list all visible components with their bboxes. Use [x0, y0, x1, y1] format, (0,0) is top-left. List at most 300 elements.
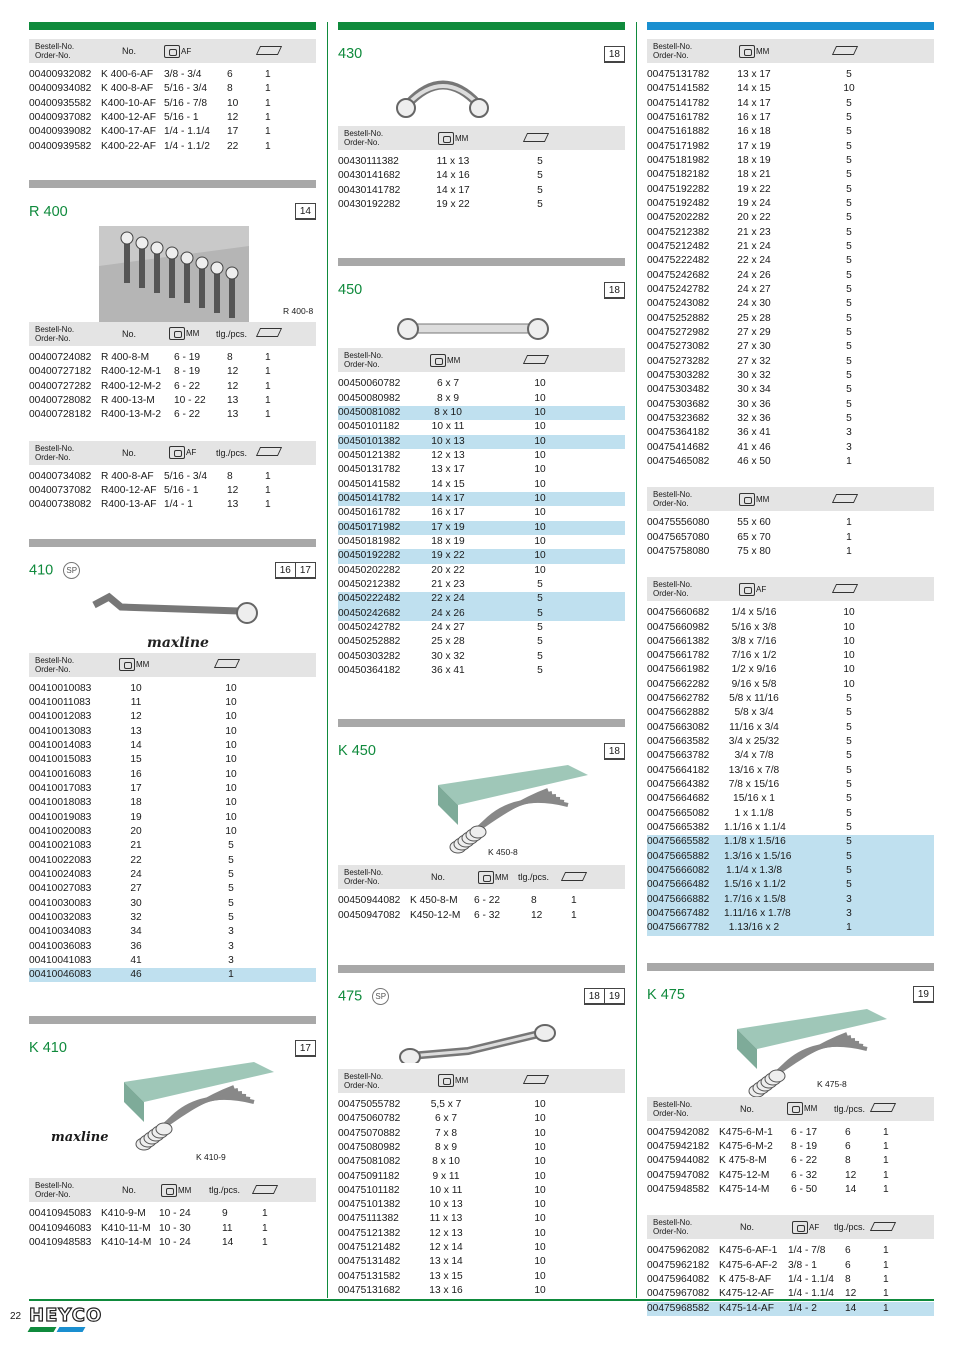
table-row — [647, 1154, 934, 1168]
unit-label: AF — [809, 1222, 820, 1232]
table-row — [338, 592, 625, 606]
cell: 00475662282 — [647, 678, 710, 690]
table-row — [29, 484, 316, 498]
cell: 00450212382 — [338, 578, 401, 590]
table-row — [29, 682, 316, 696]
cell: 00400939582 — [29, 140, 92, 152]
cell: 00450242782 — [338, 621, 401, 633]
mm-size-icon — [438, 132, 468, 145]
cell: 21 x 23 — [431, 578, 465, 590]
section-bar — [29, 22, 316, 30]
cell: 5 — [846, 850, 852, 862]
cell: 00475212482 — [647, 240, 710, 252]
cell: 5 — [846, 111, 852, 123]
cell: 13 x 14 — [429, 1256, 463, 1268]
cell: 25 x 28 — [737, 312, 771, 324]
hex-wrench-icon — [787, 1102, 803, 1115]
cell: 5 — [846, 312, 852, 324]
cell: 5 — [846, 369, 852, 381]
cell: K 400-8-AF — [101, 83, 154, 95]
svg-text:maxline: maxline — [147, 634, 209, 647]
cell: 1/4 - 1 — [164, 499, 193, 511]
cell: 00450081082 — [338, 406, 401, 418]
unit-label: AF — [756, 584, 767, 594]
cell: 27 — [130, 883, 142, 895]
order-label: Order-No. — [653, 1227, 689, 1237]
cell: 00475121482 — [338, 1242, 401, 1254]
cell: 00475242682 — [647, 269, 710, 281]
cell: 00475202282 — [647, 212, 710, 224]
table-header — [647, 487, 934, 511]
section-header — [338, 276, 625, 304]
cell: 10 — [534, 406, 546, 418]
image-caption: R 400-8 — [283, 305, 314, 316]
table-row — [647, 907, 934, 921]
table-row — [338, 492, 625, 506]
order-label: Bestell-No. — [35, 42, 75, 51]
cell: 8 x 10 — [434, 406, 462, 418]
cell: 1.1/8 x 1.5/16 — [724, 836, 786, 848]
cell: 1 — [262, 1237, 268, 1249]
cell: 00475303282 — [647, 369, 710, 381]
cell: 20 — [130, 825, 142, 837]
table-row — [29, 796, 316, 810]
cell: K 475-8-M — [719, 1155, 767, 1167]
cell: 14 — [845, 1184, 857, 1196]
cell: 14 x 15 — [737, 83, 771, 95]
hex-wrench-icon — [792, 1221, 808, 1234]
table-row — [647, 1140, 934, 1154]
cell: 5 — [846, 240, 852, 252]
table-row — [338, 664, 625, 678]
cell: 10 — [534, 564, 546, 576]
table-row — [338, 578, 625, 592]
cell: 1 — [883, 1288, 889, 1300]
cell: 27 x 32 — [737, 355, 771, 367]
cell: 1.1/16 x 1.1/4 — [724, 822, 786, 834]
table-header — [338, 865, 625, 889]
cell: 1 — [846, 922, 852, 934]
table-row — [647, 154, 934, 168]
logo-stripe-green — [28, 1327, 57, 1332]
section-header — [338, 737, 625, 765]
cell: 10 — [534, 535, 546, 547]
cell: 00475947082 — [647, 1169, 710, 1181]
cell: 36 x 41 — [431, 664, 465, 676]
cell: 46 — [130, 969, 142, 981]
cell: R400-13-AF — [101, 499, 157, 511]
cell: 30 x 36 — [737, 398, 771, 410]
cell: 00400935582 — [29, 97, 92, 109]
cell: 5 — [846, 807, 852, 819]
cell: 15/16 x 1 — [733, 793, 775, 805]
table-row — [647, 692, 934, 706]
cell: 10 — [225, 797, 237, 809]
cell: 00475131782 — [647, 69, 710, 80]
cell: 16 x 18 — [737, 126, 771, 138]
section-title: 475 SP — [338, 988, 389, 1005]
cell: 00475666482 — [647, 879, 710, 891]
table-row — [647, 835, 934, 849]
table-row — [338, 549, 625, 563]
table-row — [647, 850, 934, 864]
cell: 00475944082 — [647, 1155, 710, 1167]
cell: R 400-8-M — [101, 351, 150, 363]
cell: 10 — [225, 811, 237, 823]
cell: 00475465082 — [647, 455, 710, 467]
cell: 5/8 x 3/4 — [734, 707, 774, 719]
order-label: Order-No. — [344, 1080, 380, 1090]
cell: 32 — [130, 911, 142, 923]
order-label: Bestell-No. — [35, 1181, 75, 1191]
cell: 5 — [846, 226, 852, 238]
page-number: 22 — [10, 1311, 22, 1322]
cell: 30 x 32 — [737, 369, 771, 381]
table-row — [29, 351, 316, 365]
hex-wrench-icon — [161, 1184, 177, 1197]
cell: 00475131482 — [338, 1256, 401, 1268]
table-row — [29, 68, 316, 82]
unit-label: MM — [756, 494, 770, 504]
cell: 3/4 x 7/8 — [734, 750, 774, 762]
cell: 10 — [225, 682, 237, 694]
cell: 1/4 - 7/8 — [788, 1245, 826, 1257]
spacer — [647, 469, 934, 481]
hex-wrench-icon — [169, 327, 185, 340]
cell: 00475968582 — [647, 1302, 710, 1314]
table-row — [338, 535, 625, 549]
cell: 10 - 30 — [159, 1222, 191, 1234]
unit-label: MM — [447, 355, 461, 365]
cell: 10 — [534, 1270, 546, 1282]
table-row — [29, 954, 316, 968]
cell: 00410046083 — [29, 969, 92, 981]
cell: 10 x 13 — [431, 435, 465, 447]
table-row — [647, 635, 934, 649]
cell: 5 — [846, 412, 852, 424]
unit-label: MM — [455, 1076, 469, 1086]
cell: 00475758080 — [647, 545, 710, 557]
cell: 1/4 x 5/16 — [731, 607, 777, 619]
table-row — [29, 125, 316, 139]
section-title: 430 — [338, 46, 363, 62]
cell: 00475131682 — [338, 1285, 401, 1297]
cell: 10 — [534, 1113, 546, 1125]
cell: 12 x 14 — [429, 1242, 463, 1254]
cell: K450-12-M — [410, 909, 461, 921]
c-wrench-image — [338, 68, 625, 120]
cell: 8 — [531, 895, 537, 907]
order-label: Order-No. — [344, 138, 380, 147]
package-icon — [258, 46, 280, 57]
column-1 — [29, 22, 316, 1250]
cell: 10 — [843, 635, 855, 647]
section-bar — [29, 1016, 316, 1024]
cell: 27 x 29 — [737, 326, 771, 338]
cell: 20 x 22 — [737, 212, 771, 224]
cell: 10 — [534, 492, 546, 504]
package-icon — [258, 328, 280, 339]
cell: 1 — [883, 1302, 889, 1314]
table-row — [29, 882, 316, 896]
table-row — [338, 420, 625, 434]
table-row — [29, 140, 316, 154]
cell: 24 — [130, 868, 142, 880]
table-row — [647, 606, 934, 620]
table-row — [338, 1241, 625, 1255]
table-row — [29, 782, 316, 796]
mm-size-icon — [787, 1102, 817, 1115]
cell: 00475131582 — [338, 1270, 401, 1282]
table-row — [29, 854, 316, 868]
cell: 14 x 15 — [431, 478, 465, 490]
table-row — [29, 739, 316, 753]
catalog-page-ref — [275, 562, 316, 579]
order-label: Order-No. — [35, 452, 71, 462]
cell: 00475161782 — [647, 111, 710, 123]
cell: 00475665382 — [647, 822, 710, 834]
cell: 00410946083 — [29, 1222, 92, 1234]
cell: 30 x 32 — [431, 650, 465, 662]
order-label: Bestell-No. — [653, 490, 693, 500]
cell: 00475121382 — [338, 1227, 401, 1239]
table-row — [647, 545, 934, 559]
cell: 1 — [846, 531, 852, 543]
cell: 5 — [537, 664, 543, 676]
cell: 12 — [227, 366, 239, 378]
cell: 10 — [843, 650, 855, 662]
table-row — [338, 392, 625, 406]
cell: 00475060782 — [338, 1113, 401, 1125]
cell: 19 x 22 — [436, 198, 470, 210]
cell: 10 — [225, 825, 237, 837]
cell: 5 — [846, 355, 852, 367]
cell: 00410024083 — [29, 868, 92, 880]
column-divider — [327, 22, 328, 1298]
mm-size-icon — [169, 327, 199, 340]
cell: 10 — [534, 464, 546, 476]
af-size-icon — [739, 583, 766, 596]
table-row — [338, 478, 625, 492]
table-row — [647, 706, 934, 720]
cell: 10 — [534, 1242, 546, 1254]
table-row — [647, 240, 934, 254]
table-row — [647, 369, 934, 383]
cell: 00475364182 — [647, 427, 710, 439]
no-header: No. — [740, 1222, 755, 1233]
cell: K475-6-M-2 — [719, 1141, 773, 1153]
cell: 8 x 9 — [436, 392, 460, 404]
cell: 21 — [130, 840, 142, 852]
cell: 00400737082 — [29, 484, 92, 496]
cell: 6 — [845, 1126, 851, 1138]
table-row — [29, 825, 316, 839]
cell: 6 - 17 — [791, 1126, 818, 1138]
cell: K400-17-AF — [101, 126, 156, 138]
cell: 1 — [883, 1155, 889, 1167]
cell: 1 — [265, 366, 271, 378]
cell: 00410022083 — [29, 854, 92, 866]
cell: 27 x 30 — [737, 341, 771, 353]
cell: K 475-8-AF — [719, 1274, 772, 1286]
cell: 10 — [130, 682, 142, 694]
wrench-set-illustration — [124, 1062, 274, 1162]
footer-rule — [29, 1299, 934, 1301]
cell: 6 - 22 — [474, 895, 501, 907]
cell: 14 — [845, 1302, 857, 1314]
table-row — [647, 254, 934, 268]
table-row — [338, 1127, 625, 1141]
cell: R400-13-M-2 — [101, 409, 162, 421]
cell: 15 — [130, 754, 142, 766]
section-title: R 400 — [29, 203, 68, 220]
order-no-header — [35, 656, 74, 674]
table-row — [647, 269, 934, 283]
cell: 00430111382 — [338, 156, 399, 167]
no-header: No. — [122, 1185, 137, 1196]
table-header — [647, 1097, 934, 1121]
table-header — [338, 126, 625, 150]
cell: 55 x 60 — [737, 517, 771, 529]
cell: 00410014083 — [29, 739, 92, 751]
table-row — [647, 778, 934, 792]
cell: 13/16 x 7/8 — [728, 764, 780, 776]
cell: 00475222482 — [647, 255, 710, 267]
section-bar — [338, 965, 625, 973]
order-label: Order-No. — [35, 333, 71, 343]
table-row — [647, 326, 934, 340]
cell: 00450364182 — [338, 664, 401, 676]
table-row — [647, 1302, 934, 1316]
cell: K400-22-AF — [101, 140, 156, 152]
cell: 9/16 x 5/8 — [731, 678, 777, 690]
order-label: Order-No. — [344, 877, 380, 887]
cell: 12 — [845, 1288, 857, 1300]
table-row — [647, 441, 934, 455]
cell: 6 x 7 — [434, 1113, 458, 1125]
cell: 10 — [225, 782, 237, 794]
cell: 21 x 23 — [737, 226, 771, 238]
order-label: Order-No. — [653, 499, 689, 509]
cell: 1.11/16 x 1.7/8 — [724, 908, 791, 920]
table-row — [647, 1183, 934, 1197]
cell: 30 x 34 — [737, 384, 771, 396]
cell: 3/4 x 25/32 — [728, 736, 780, 748]
cell: 00400727182 — [29, 366, 92, 378]
cell: 13 — [130, 725, 142, 737]
cell: 6 - 32 — [791, 1169, 818, 1181]
cell: 00475273082 — [647, 341, 710, 353]
cell: 00475141782 — [647, 97, 710, 109]
cell: 1 — [228, 969, 234, 981]
package-icon — [872, 1103, 894, 1114]
af-size-icon — [169, 446, 196, 459]
page-ref: 18 — [585, 989, 605, 1003]
table-row — [338, 909, 625, 923]
no-header: No. — [740, 1103, 755, 1114]
cell: 00400734082 — [29, 470, 92, 482]
box-icon — [256, 447, 282, 456]
table-header — [647, 1215, 934, 1239]
box-icon — [870, 1222, 896, 1231]
mm-size-icon — [119, 658, 149, 671]
cell: 16 — [130, 768, 142, 780]
table-row — [338, 1098, 625, 1112]
package-icon — [872, 1222, 894, 1233]
package-icon — [563, 872, 585, 883]
mm-size-icon — [739, 45, 769, 58]
cell: 18 x 19 — [431, 535, 465, 547]
spacer — [647, 1197, 934, 1209]
cell: 00475171982 — [647, 140, 710, 152]
cell: 10 — [534, 378, 546, 390]
cell: 5 — [228, 897, 234, 909]
table-row — [338, 1112, 625, 1126]
cell: 10 — [534, 435, 546, 447]
hex-wrench-icon — [169, 446, 185, 459]
cell: 12 — [227, 380, 239, 392]
catalog-page-ref — [295, 1040, 316, 1057]
cell: 1 — [265, 409, 271, 421]
section-header — [647, 981, 934, 1009]
cell: 5/16 - 7/8 — [164, 97, 208, 109]
mm-size-icon — [161, 1184, 191, 1197]
cell: 8 — [227, 470, 233, 482]
cell: 1/4 - 1.1/2 — [164, 140, 210, 152]
cell: R400-12-M-1 — [101, 366, 162, 378]
table-row — [647, 821, 934, 835]
cell: 36 x 41 — [737, 427, 771, 439]
cell: 1 — [883, 1126, 889, 1138]
heyco-logo: HEYCO — [29, 1305, 103, 1326]
cell: 19 — [130, 811, 142, 823]
table-row — [647, 383, 934, 397]
cell: 00475967082 — [647, 1288, 710, 1300]
cell: 5 — [846, 298, 852, 310]
cell: 6 - 19 — [174, 351, 201, 363]
cell: 10 x 13 — [429, 1199, 463, 1211]
cell: 10 — [843, 664, 855, 676]
cell: 00475303482 — [647, 384, 710, 396]
table-header — [29, 653, 316, 677]
no-header: No. — [122, 46, 137, 56]
cell: 00400738082 — [29, 499, 92, 511]
table-row — [338, 894, 625, 908]
cell: 5 — [846, 736, 852, 748]
cell: 00410945083 — [29, 1208, 92, 1220]
cell: 1 — [883, 1245, 889, 1257]
cell: 1 — [265, 111, 271, 123]
table-row — [29, 82, 316, 96]
package-icon — [258, 447, 280, 458]
section-bar — [647, 963, 934, 971]
cell: 5 — [228, 883, 234, 895]
cell: 3/8 x 7/16 — [731, 635, 777, 647]
cell: 5 — [846, 269, 852, 281]
order-label: Bestell-No. — [344, 868, 384, 878]
table-header — [338, 1069, 625, 1093]
box-icon — [832, 494, 858, 503]
table-row — [338, 435, 625, 449]
table-row — [29, 811, 316, 825]
table-row — [338, 1255, 625, 1269]
cell: 00475665882 — [647, 850, 710, 862]
table-row — [647, 1259, 934, 1273]
box-icon — [561, 872, 587, 881]
cell: 6 - 50 — [791, 1184, 818, 1196]
cell: 10 — [534, 478, 546, 490]
table-row — [29, 97, 316, 111]
